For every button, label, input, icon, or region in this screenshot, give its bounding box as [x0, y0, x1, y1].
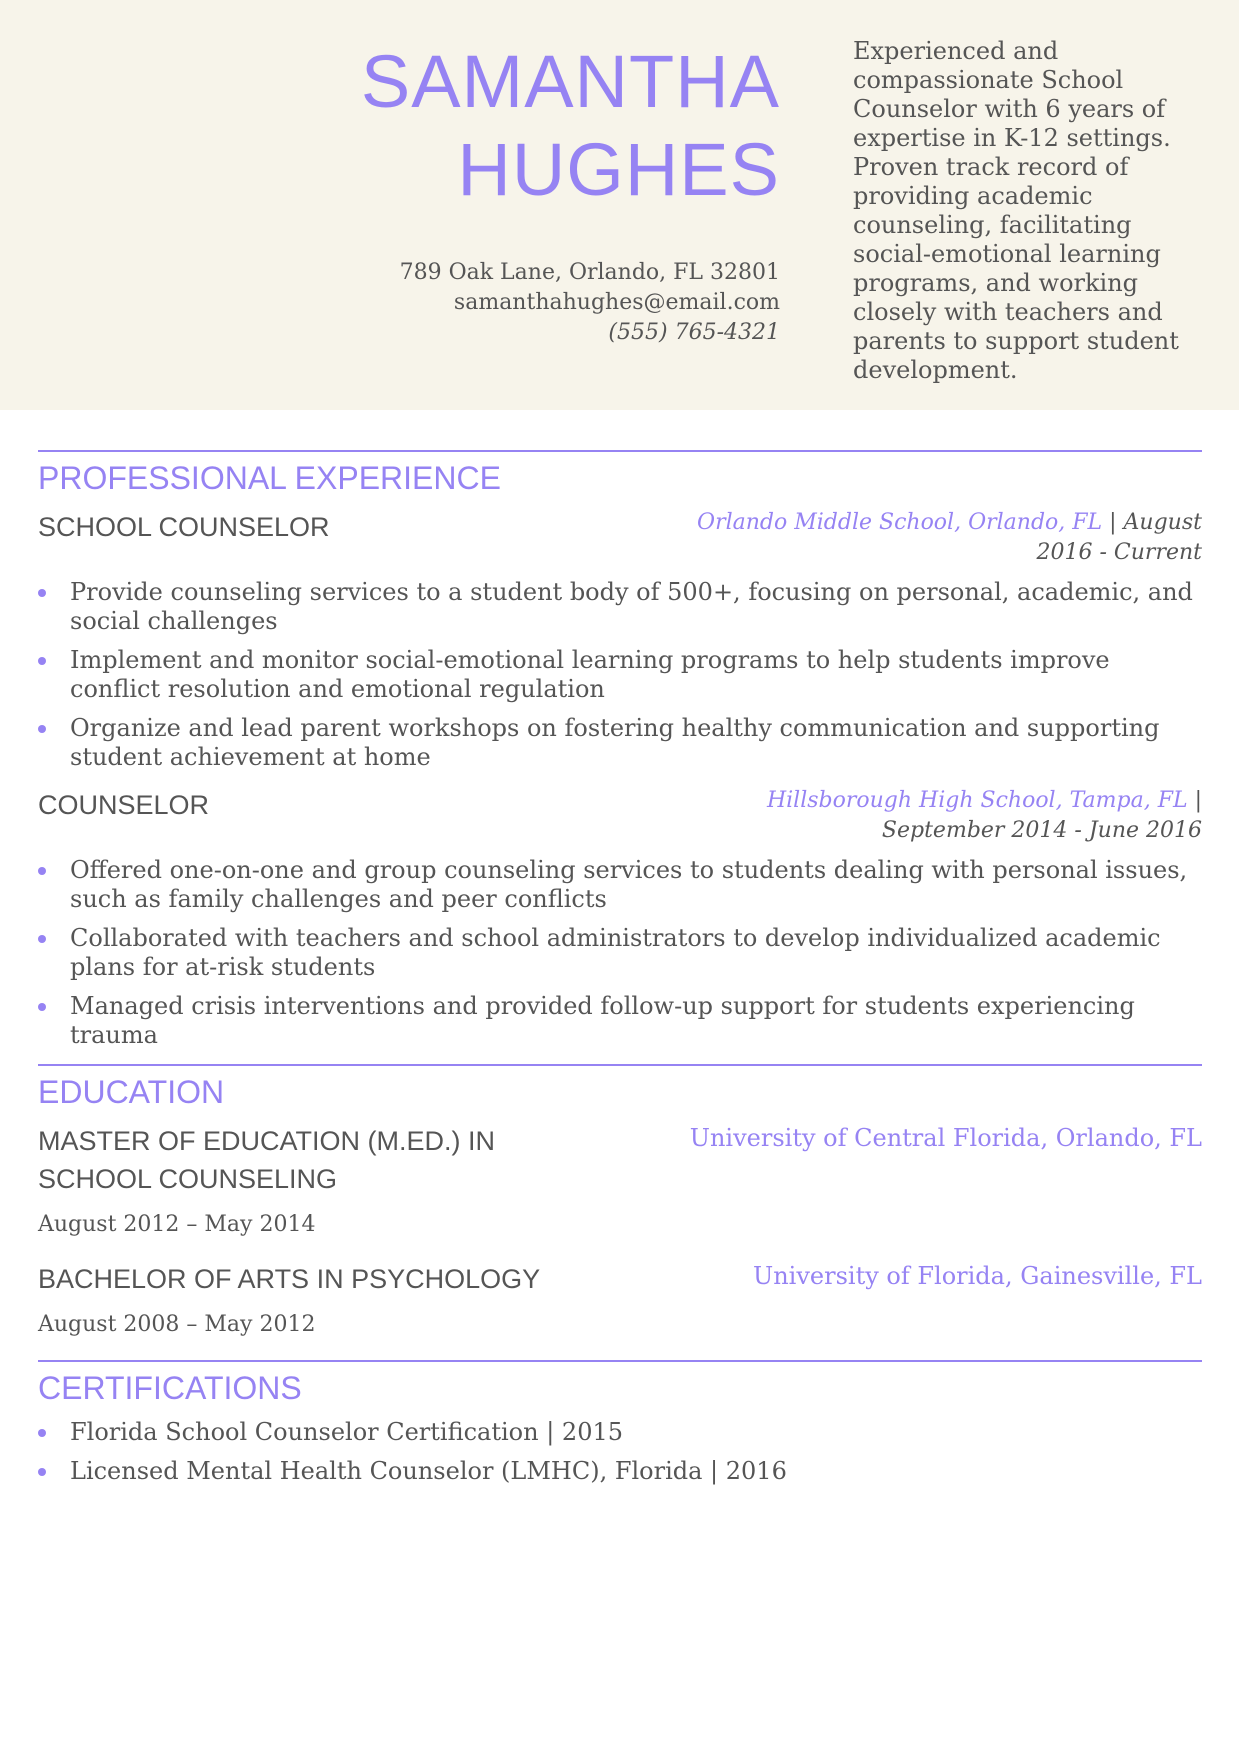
- job-bullets: [38, 856, 1202, 1050]
- bullet-icon: [38, 1003, 46, 1011]
- bullet-icon: [38, 657, 46, 665]
- bullet-icon: [38, 589, 46, 597]
- certification-text: Florida School Counselor Certification | 2015: [70, 1418, 624, 1446]
- job-meta: [682, 786, 1202, 846]
- job-organization: Orlando Middle School, Orlando, FL: [697, 510, 1103, 535]
- school-name: University of Florida, Gainesville, FL: [752, 1262, 1202, 1290]
- bullet-icon: [38, 1429, 46, 1437]
- list-item: [38, 856, 1202, 914]
- bullet-text: Organize and lead parent workshops on fostering healthy communication and supporting student achievement at home: [70, 714, 1160, 771]
- job-organization: Hillsborough High School, Tampa, FL: [766, 788, 1188, 813]
- experience-section: [38, 450, 1202, 1050]
- job-bullets: [38, 578, 1202, 772]
- candidate-name: [260, 38, 780, 214]
- contact-info: [400, 258, 780, 348]
- education-entry: [38, 1260, 1202, 1340]
- education-dates: August 2008 – May 2012: [38, 1312, 316, 1337]
- list-item: [38, 714, 1202, 772]
- job-dates: August 2016 - Current: [1036, 510, 1202, 565]
- list-item: [38, 1457, 1202, 1486]
- separator: |: [1102, 510, 1124, 535]
- job-entry: [38, 508, 1202, 772]
- certification-text: Licensed Mental Health Counselor (LMHC), Florida | 2016: [70, 1457, 787, 1485]
- bullet-text: Provide counseling services to a student body of 500+, focusing on personal, academic, and social challenges: [70, 578, 1193, 635]
- bullet-icon: [38, 725, 46, 733]
- school-name: University of Central Florida, Orlando, FL: [689, 1124, 1202, 1152]
- bullet-text: Collaborated with teachers and school administrators to develop individualized academic plans for at-risk students: [70, 924, 1161, 981]
- bullet-text: Offered one-on-one and group counseling services to students dealing with personal issues, such as family challenges and peer conflicts: [70, 856, 1188, 913]
- resume-header: [0, 0, 1239, 410]
- bullet-text: Managed crisis interventions and provided follow-up support for students experiencing trauma: [70, 992, 1135, 1049]
- resume-body: [38, 450, 1202, 1500]
- education-section: [38, 1064, 1202, 1340]
- name-first: SAMANTHA: [360, 40, 780, 123]
- list-item: [38, 578, 1202, 636]
- professional-summary: Experienced and compassionate School Counselor with 6 years of expertise in K-12 settings. Proven track record of providing academic counseling, facilitating social-emotional learning programs, and working closely with teachers and parents to support student development.: [853, 37, 1179, 384]
- separator: |: [1187, 788, 1202, 813]
- list-item: [38, 992, 1202, 1050]
- education-entry: [38, 1122, 1202, 1240]
- degree-title: MASTER OF EDUCATION (M.ED.) IN SCHOOL COUNSELING: [38, 1126, 495, 1194]
- contact-phone: (555) 765-4321: [608, 320, 780, 345]
- section-title-experience: PROFESSIONAL EXPERIENCE: [38, 460, 501, 496]
- job-title: SCHOOL COUNSELOR: [38, 512, 330, 542]
- job-dates: September 2014 - June 2016: [881, 818, 1202, 843]
- bullet-icon: [38, 867, 46, 875]
- contact-email: samanthahughes@email.com: [453, 290, 780, 315]
- education-dates: August 2012 – May 2014: [38, 1212, 316, 1237]
- section-title-education: EDUCATION: [38, 1074, 225, 1110]
- contact-address: 789 Oak Lane, Orlando, FL 32801: [399, 260, 780, 285]
- certification-list: [38, 1418, 1202, 1486]
- section-title-certifications: CERTIFICATIONS: [38, 1370, 302, 1406]
- certifications-section: [38, 1360, 1202, 1486]
- job-meta: [642, 508, 1202, 568]
- job-title: COUNSELOR: [38, 790, 210, 820]
- bullet-icon: [38, 935, 46, 943]
- list-item: [38, 924, 1202, 982]
- bullet-icon: [38, 1468, 46, 1476]
- list-item: [38, 646, 1202, 704]
- bullet-text: Implement and monitor social-emotional learning programs to help students improve conflict resolution and emotional regulation: [70, 646, 1110, 703]
- job-entry: [38, 786, 1202, 1050]
- list-item: [38, 1418, 1202, 1447]
- name-last: HUGHES: [457, 128, 780, 211]
- degree-title: BACHELOR OF ARTS IN PSYCHOLOGY: [38, 1264, 541, 1294]
